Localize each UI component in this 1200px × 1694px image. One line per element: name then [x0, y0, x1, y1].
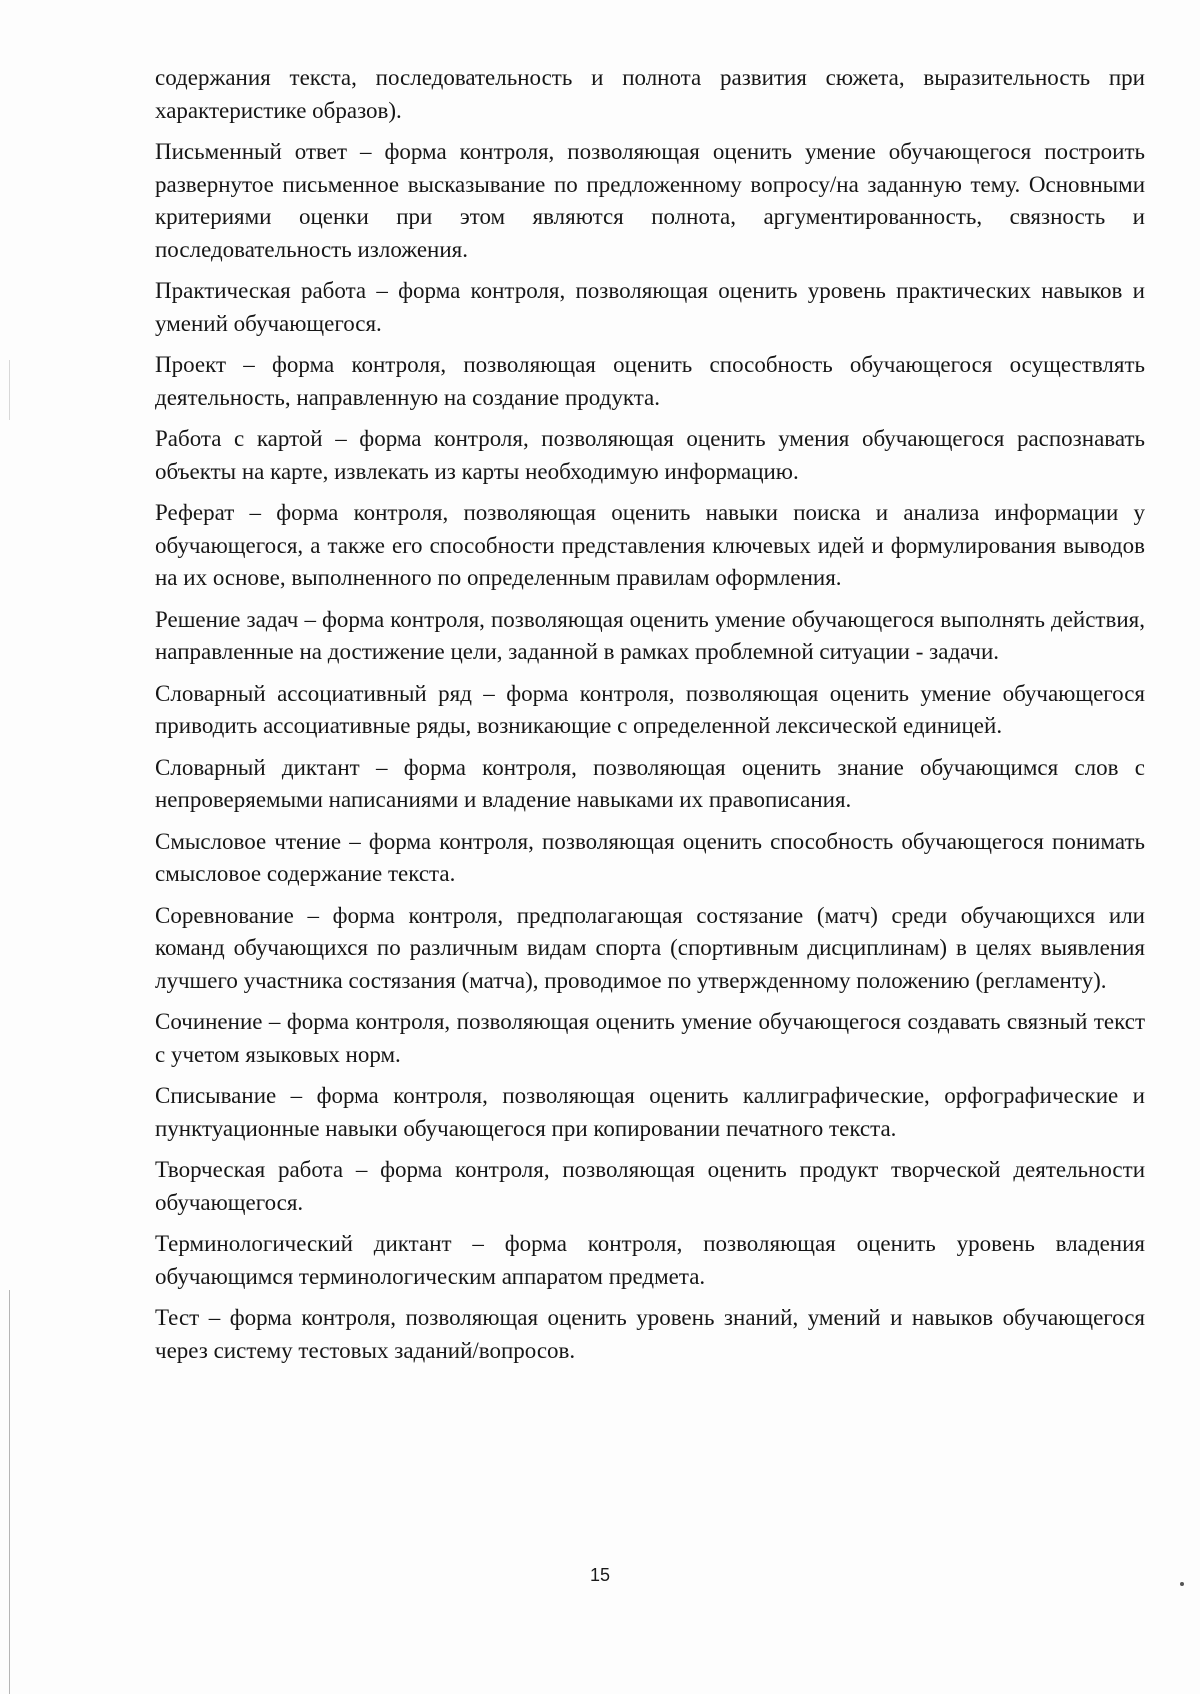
paragraph: Словарный ассоциативный ряд – форма контроля, позволяющая оценить умение обучающегося приводить ассоциативные ряды, возникающие с определенной лексической единицей. — [155, 680, 1145, 738]
paragraph: Терминологический диктант – форма контроля, позволяющая оценить уровень владения обучающимся терминологическим аппаратом предмета. — [155, 1231, 1145, 1289]
paragraph: Списывание – форма контроля, позволяющая оценить каллиграфические, орфографические и пунктуационные навыки обучающегося при копировании печатного текста. — [155, 1083, 1145, 1141]
paragraph: Письменный ответ – форма контроля, позволяющая оценить умение обучающегося построить развернутое письменное высказывание по предложенному вопросу/на заданную тему. Основными критериями оценки при этом являются полнота, аргументированность, связность и последовательность изложения. — [155, 139, 1145, 262]
paragraph: Практическая работа – форма контроля, позволяющая оценить уровень практических навыков и умений обучающегося. — [155, 278, 1145, 336]
paragraph: Проект – форма контроля, позволяющая оценить способность обучающегося осуществлять деятельность, направленную на создание продукта. — [155, 352, 1145, 410]
paragraph: Работа с картой – форма контроля, позволяющая оценить умения обучающегося распознавать объекты на карте, извлекать из карты необходимую информацию. — [155, 426, 1145, 484]
paragraph: Творческая работа – форма контроля, позволяющая оценить продукт творческой деятельности обучающегося. — [155, 1157, 1145, 1215]
paragraph: Соревнование – форма контроля, предполагающая состязание (матч) среди обучающихся или команд обучающихся по различным видам спорта (спортивным дисциплинам) в целях выявления лучшего участника состязания (матча), проводимое по утвержденному положению (регламенту). — [155, 902, 1145, 993]
page-number: 15 — [589, 1565, 611, 1585]
paragraph: Тест – форма контроля, позволяющая оценить уровень знаний, умений и навыков обучающегося через систему тестовых заданий/вопросов. — [155, 1305, 1145, 1363]
scan-edge-line — [9, 1290, 10, 1694]
paragraph: Сочинение – форма контроля, позволяющая оценить умение обучающегося создавать связный текст с учетом языковых норм. — [155, 1009, 1145, 1067]
paragraph: Реферат – форма контроля, позволяющая оценить навыки поиска и анализа информации у обучающегося, а также его способности представления ключевых идей и формулирования выводов на их основе, выполненного по определенным правилам оформления. — [155, 500, 1145, 590]
document-body — [155, 62, 1145, 1376]
paragraph: Словарный диктант – форма контроля, позволяющая оценить знание обучающимся слов с непроверяемыми написаниями и владение навыками их правописания. — [155, 754, 1145, 812]
paragraph: Смысловое чтение – форма контроля, позволяющая оценить способность обучающегося понимать смысловое содержание текста. — [155, 828, 1145, 886]
scan-edge-line-upper — [9, 360, 10, 420]
paragraph: содержания текста, последовательность и полнота развития сюжета, выразительность при характеристике образов). — [155, 65, 1145, 123]
paragraph: Решение задач – форма контроля, позволяющая оценить умение обучающегося выполнять действия, направленные на достижение цели, заданной в рамках проблемной ситуации - задачи. — [155, 606, 1145, 664]
